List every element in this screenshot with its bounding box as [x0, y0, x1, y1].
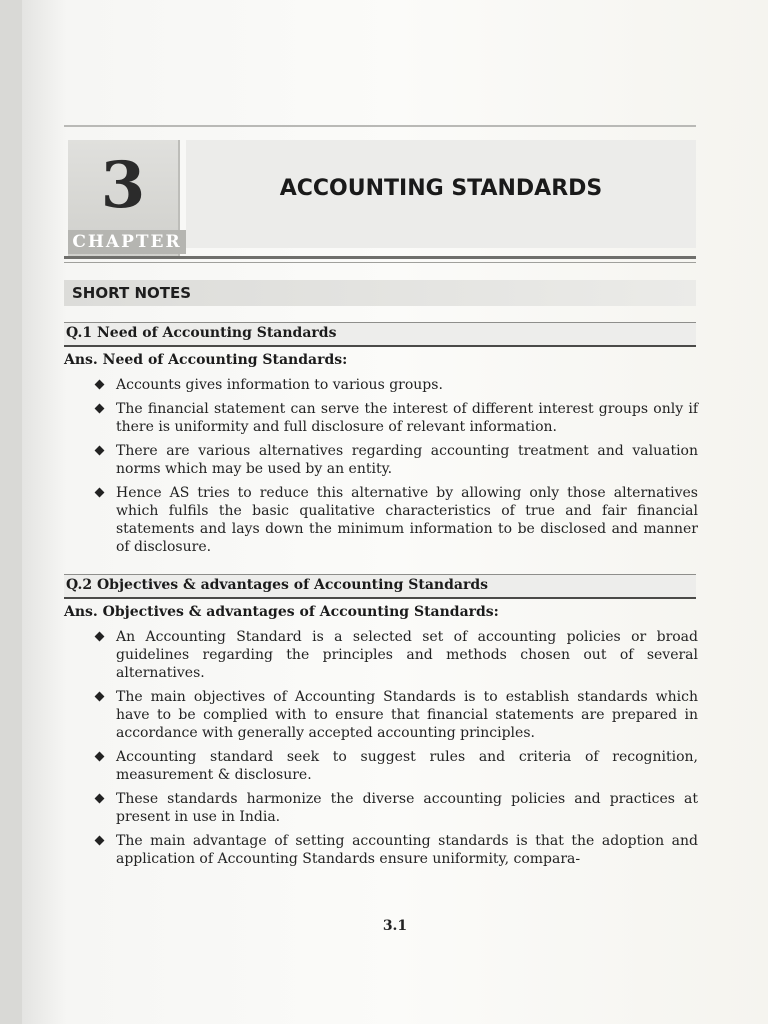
list-item: The main objectives of Accounting Standards is to establish standards which have to be complied with to ensure that financial statements are prepared in accordance with generally accepted accounting principles.: [94, 688, 698, 742]
answer-label: Ans. Objectives & advantages of Accounting Standards:: [64, 604, 499, 620]
list-item: These standards harmonize the diverse accounting policies and practices at present in use in India.: [94, 790, 698, 826]
title-rule-thin: [64, 262, 696, 263]
list-item: The financial statement can serve the interest of different interest groups only if there is uniformity and full disclosure of relevant information.: [94, 400, 698, 436]
answer-list: [94, 376, 698, 562]
list-item: There are various alternatives regarding accounting treatment and valuation norms which may be used by an entity.: [94, 442, 698, 478]
diamond-bullet-icon: [95, 380, 105, 390]
book-page: [22, 0, 768, 1024]
list-item: Accounts gives information to various groups.: [94, 376, 698, 394]
diamond-bullet-icon: [95, 836, 105, 846]
question-title: Q.2 Objectives & advantages of Accounting Standards: [66, 577, 489, 593]
diamond-bullet-icon: [95, 446, 105, 456]
diamond-bullet-icon: [95, 404, 105, 414]
diamond-bullet-icon: [95, 794, 105, 804]
answer-list: [94, 628, 698, 874]
chapter-badge: [68, 140, 180, 258]
section-heading-bar: [64, 280, 696, 306]
section-heading: SHORT NOTES: [72, 284, 192, 302]
question-heading: [64, 574, 696, 599]
chapter-title: ACCOUNTING STANDARDS: [279, 176, 603, 201]
diamond-bullet-icon: [95, 632, 105, 642]
chapter-tag: CHAPTER: [68, 230, 186, 254]
list-item: An Accounting Standard is a selected set of accounting policies or broad guidelines regarding the principles and methods chosen out of several alternatives.: [94, 628, 698, 682]
answer-label: Ans. Need of Accounting Standards:: [64, 352, 348, 368]
title-band: [186, 140, 696, 248]
list-item: Accounting standard seek to suggest rules and criteria of recognition, measurement & disclosure.: [94, 748, 698, 784]
title-rule: [64, 256, 696, 259]
chapter-number: 3: [100, 148, 146, 223]
list-item: The main advantage of setting accounting standards is that the adoption and application of Accounting Standards ensure uniformity, compara-: [94, 832, 698, 868]
diamond-bullet-icon: [95, 752, 105, 762]
top-rule: [64, 125, 696, 127]
page-number: 3.1: [382, 918, 408, 934]
list-item: Hence AS tries to reduce this alternative by allowing only those alternatives which fulfils the basic qualitative characteristics of true and fair financial statements and lays down the minimum information to be disclosed and manner of disclosure.: [94, 484, 698, 556]
question-title: Q.1 Need of Accounting Standards: [66, 325, 337, 341]
diamond-bullet-icon: [95, 692, 105, 702]
diamond-bullet-icon: [95, 488, 105, 498]
question-heading: [64, 322, 696, 347]
